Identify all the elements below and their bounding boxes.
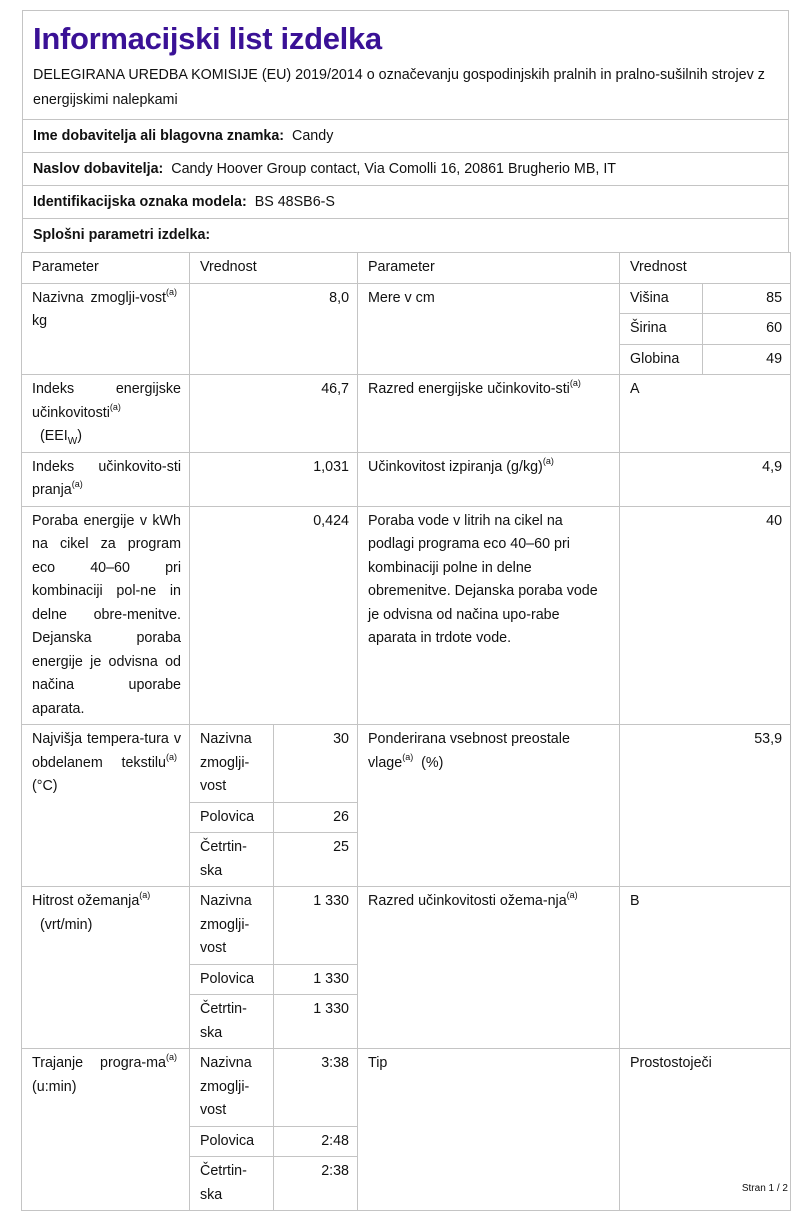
header-box (22, 10, 789, 252)
table-row (22, 375, 791, 453)
page-number: Stran 1 / 2 (741, 1183, 788, 1194)
width-value: 60 (703, 314, 791, 345)
page-title: Informacijski list izdelka (33, 21, 382, 56)
supplier-value: Candy (292, 128, 334, 144)
duration-full-value: 3:38 (274, 1049, 358, 1127)
moisture-label: Ponderirana vsebnost preostale vlage$^{(a)}$ (%) (358, 725, 620, 887)
temperature-label: Najvišja tempera-tura v obdelanem tekstilu$^{(a)}$ (°C) (22, 725, 190, 887)
spin-full-label: Nazivna zmoglji-vost (190, 887, 274, 965)
model-row (23, 186, 788, 219)
duration-full-label: Nazivna zmoglji-vost (190, 1049, 274, 1127)
spin-speed-label: Hitrost ožemanja$^{(a)}$ (vrt/min) (22, 887, 190, 1049)
address-value: Candy Hoover Group contact, Via Comolli 16, 20861 Brugherio MB, IT (171, 161, 617, 177)
duration-quarter-label: Četrtin-ska (190, 1157, 274, 1211)
type-label: Tip (358, 1049, 620, 1211)
duration-half-value: 2:48 (274, 1126, 358, 1157)
depth-label: Globina (620, 344, 703, 375)
spin-full-value: 1 330 (274, 887, 358, 965)
temperature-half-label: Polovica (190, 802, 274, 833)
water-consumption-label: Poraba vode v litrih na cikel na podlagi programa eco 40–60 pri kombinaciji polne in delne obremenitve. Dejanska poraba vode je odvisna od načina upo-rabe aparata in trdote vode. (358, 506, 620, 725)
wash-index-label: Indeks učinkovito-sti pranja$^{(a)}$ (22, 452, 190, 506)
capacity-value: 8,0 (190, 283, 358, 375)
temperature-full-label: Nazivna zmoglji-vost (190, 725, 274, 803)
table-row (22, 887, 791, 965)
temperature-quarter-value: 25 (274, 833, 358, 887)
height-value: 85 (703, 283, 791, 314)
header-parameter: Parameter (22, 253, 190, 284)
address-row (23, 153, 788, 186)
temperature-quarter-label: Četrtin-ska (190, 833, 274, 887)
table-row (22, 1049, 791, 1127)
address-label: Naslov dobavitelja: (33, 161, 164, 177)
model-value: BS 48SB6-S (254, 194, 335, 210)
height-label: Višina (620, 283, 703, 314)
energy-consumption-value: 0,424 (190, 506, 358, 725)
spin-half-value: 1 330 (274, 964, 358, 995)
temperature-half-value: 26 (274, 802, 358, 833)
spin-quarter-label: Četrtin-ska (190, 995, 274, 1049)
water-consumption-value: 40 (620, 506, 791, 725)
product-information-sheet (22, 10, 789, 1211)
spin-half-label: Polovica (190, 964, 274, 995)
spin-class-label: Razred učinkovitosti ožema-nja$^{(a)}$ (358, 887, 620, 1049)
table-row (22, 506, 791, 725)
spin-quarter-value: 1 330 (274, 995, 358, 1049)
rinse-label: Učinkovitost izpiranja $(g/kg)^{(a)}$ (358, 452, 620, 506)
section-heading: Splošni parametri izdelka: (33, 227, 211, 243)
depth-value: 49 (703, 344, 791, 375)
energy-class-label: Razred energijske učinkovito-sti$^{(a)}$ (358, 375, 620, 453)
header-value: Vrednost (190, 253, 358, 284)
parameters-table (21, 252, 791, 1211)
energy-class-value: A (620, 375, 791, 453)
duration-quarter-value: 2:38 (274, 1157, 358, 1211)
duration-half-label: Polovica (190, 1126, 274, 1157)
wash-index-value: 1,031 (190, 452, 358, 506)
type-value: Prostostoječi (620, 1049, 791, 1211)
table-row (22, 725, 791, 803)
section-row (23, 219, 788, 252)
model-label: Identifikacijska oznaka modela: (33, 194, 247, 210)
spin-class-value: B (620, 887, 791, 1049)
header-value-2: Vrednost (620, 253, 791, 284)
table-header-row (22, 253, 791, 284)
supplier-label: Ime dobavitelja ali blagovna znamka: (33, 128, 285, 144)
capacity-label: Nazivna zmoglji-vost$^{(a)}$ kg (22, 283, 190, 375)
dimensions-label: Mere v cm (358, 283, 620, 375)
eei-label: Indeks energijske učinkovitosti$^{(a)}$ $(EEI_W)$ (22, 375, 190, 453)
regulation-text: DELEGIRANA UREDBA KOMISIJE (EU) 2019/2014 o označevanju gospodinjskih pralnih in pralno-sušilnih strojev z energijskimi nalepkami (23, 63, 788, 120)
supplier-row (23, 120, 788, 153)
width-label: Širina (620, 314, 703, 345)
table-row (22, 283, 791, 314)
duration-label: Trajanje progra-$ma^{(a)}$ (u:min) (22, 1049, 190, 1211)
moisture-value: 53,9 (620, 725, 791, 887)
header-parameter-2: Parameter (358, 253, 620, 284)
energy-consumption-label: Poraba energije v kWh na cikel za program eco 40–60 pri kombinaciji pol-ne in delne obre-menitve. Dejanska poraba energije je odvisna od načina uporabe aparata. (22, 506, 190, 725)
eei-value: 46,7 (190, 375, 358, 453)
temperature-full-value: 30 (274, 725, 358, 803)
table-row (22, 452, 791, 506)
rinse-value: 4,9 (620, 452, 791, 506)
